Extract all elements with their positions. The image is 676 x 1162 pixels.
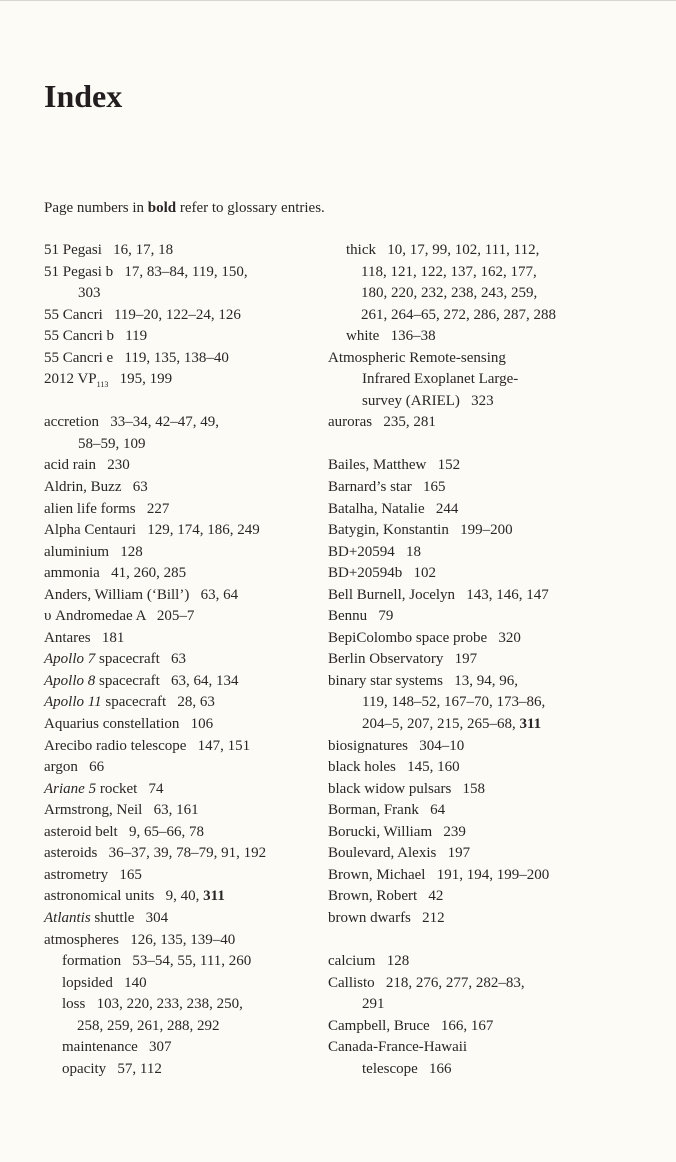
entry-line [44,800,324,822]
entry-line [44,369,324,391]
entry-line [44,455,324,477]
index-entry [44,757,324,779]
intro-text: Page numbers in [44,200,148,216]
index-subentry [44,951,324,973]
entry-line [328,973,628,995]
entry-line [44,585,324,607]
entry-line [328,843,628,865]
entry-text: asteroids 36–37, 39, 78–79, 91, 192 [44,845,267,862]
entry-line [328,305,628,327]
entry-text: alien life forms 227 [44,500,170,517]
entry-text: 51 Pegasi b 17, 83–84, 119, 150, [44,263,248,280]
index-entry [44,822,324,844]
index-entry [328,908,628,930]
entry-text: Aquarius constellation 106 [44,716,214,733]
entry-text: 291 [362,996,385,1013]
entry-line [328,865,628,887]
glossary-page-ref: 311 [519,716,542,733]
index-entry [44,240,324,262]
entry-text: Berlin Observatory 197 [328,651,478,668]
index-entry [44,262,324,305]
index-entry [328,757,628,779]
entry-line [44,736,324,758]
entry-line [44,434,324,456]
entry-line [328,520,628,542]
index-entry [44,455,324,477]
entry-text: 119, 148–52, 167–70, 173–86, [362,694,546,711]
letter-group-gap [328,434,628,456]
index-entry [44,908,324,930]
index-entry [328,779,628,801]
index-subentry [328,240,628,326]
index-column-right [328,240,628,1080]
intro-text: refer to glossary entries. [176,200,325,216]
entry-text: 55 Cancri e 119, 135, 138–40 [44,349,229,366]
entry-line [328,262,628,284]
entry-line [328,1059,628,1081]
entry-line [44,930,324,952]
entry-text: black holes 145, 160 [328,759,460,776]
entry-text: ammonia 41, 260, 285 [44,565,187,582]
entry-text: 55 Cancri b 119 [44,328,148,345]
entry-text: 55 Cancri 119–20, 122–24, 126 [44,306,241,323]
entry-line [44,951,324,973]
entry-line [328,348,628,370]
index-entry [328,628,628,650]
entry-line [328,606,628,628]
entry-line [44,499,324,521]
index-entry [328,1037,628,1080]
entry-line [44,908,324,930]
entry-text: 261, 264–65, 272, 286, 287, 288 [361,306,556,323]
index-entry [44,843,324,865]
entry-line [328,369,628,391]
entry-line [328,714,628,736]
entry-line [328,1037,628,1059]
entry-text: acid rain 230 [44,457,130,474]
entry-line [328,692,628,714]
entry-line [44,542,324,564]
entry-text: BepiColombo space probe 320 [328,629,521,646]
entry-text: 58–59, 109 [78,435,146,452]
entry-line [44,606,324,628]
italic-title: Apollo 8 [44,672,96,689]
subscript: 113 [96,380,109,390]
index-entry [44,305,324,327]
entry-line [44,240,324,262]
index-entry [328,865,628,887]
index-entry [44,692,324,714]
entry-line [328,283,628,305]
entry-text: Batalha, Natalie 244 [328,500,459,517]
entry-text: Brown, Michael 191, 194, 199–200 [328,866,550,883]
index-entry [328,736,628,758]
index-entry [44,369,324,391]
index-entry [44,326,324,348]
entry-text: Brown, Robert 42 [328,888,444,905]
entry-text: biosignatures 304–10 [328,737,465,754]
entry-line [44,994,324,1016]
entry-text: Arecibo radio telescope 147, 151 [44,737,251,754]
entry-text: shuttle 304 [90,909,169,926]
entry-text: asteroid belt 9, 65–66, 78 [44,823,204,840]
index-entry [328,886,628,908]
entry-text: Borucki, William 239 [328,823,466,840]
index-entry [44,477,324,499]
italic-title: Atlantis [44,909,91,926]
index-entry [328,951,628,973]
entry-text: spacecraft 28, 63 [101,694,215,711]
entry-line [328,649,628,671]
entry-text: thick 10, 17, 99, 102, 111, 112, [346,242,540,258]
entry-text: Armstrong, Neil 63, 161 [44,802,199,819]
entry-line [328,736,628,758]
index-subentry [44,994,324,1037]
entry-text: astronomical units 9, 40, [44,888,204,905]
entry-text: telescope 166 [362,1060,452,1077]
index-entry [328,412,628,434]
index-entry [44,520,324,542]
entry-line [328,326,628,348]
entry-line [328,542,628,564]
page-edge [0,0,676,1]
entry-line [328,757,628,779]
index-entry [328,542,628,564]
index-entry [328,563,628,585]
entry-line [328,477,628,499]
entry-text: Bailes, Matthew 152 [328,457,461,474]
index-entry [44,865,324,887]
entry-text: 195, 199 [108,371,173,388]
entry-text: argon 66 [44,759,105,776]
index-entry [328,649,628,671]
page-title: Index [44,78,123,114]
entry-line [328,800,628,822]
entry-text: Batygin, Konstantin 199–200 [328,522,513,539]
entry-line [44,520,324,542]
entry-line [44,326,324,348]
entry-text: brown dwarfs 212 [328,909,445,926]
entry-line [44,1016,324,1038]
entry-line [44,671,324,693]
intro-bold-word: bold [147,200,177,216]
index-entry [328,499,628,521]
entry-text: astrometry 165 [44,866,142,883]
entry-text: 180, 220, 232, 238, 243, 259, [361,285,538,302]
italic-title: Apollo 7 [44,651,96,668]
entry-text: formation 53–54, 55, 111, 260 [62,953,252,970]
entry-text: calcium 128 [328,953,410,970]
index-entry [328,585,628,607]
index-entry [44,585,324,607]
entry-text: 303 [78,285,101,302]
index-entry [44,800,324,822]
italic-title: Apollo 11 [44,694,102,711]
index-entry [44,348,324,370]
entry-line [328,499,628,521]
entry-line [328,391,628,413]
entry-text: spacecraft 63, 64, 134 [95,672,239,689]
index-entry [44,886,324,908]
entry-text: 51 Pegasi 16, 17, 18 [44,242,174,258]
entry-line [44,714,324,736]
index-subentry [44,973,324,995]
entry-line [44,692,324,714]
index-entry [44,542,324,564]
index-subentry [328,326,628,348]
entry-text: BD+20594b 102 [328,565,437,582]
entry-line [328,455,628,477]
entry-text: rocket 74 [96,780,164,797]
entry-line [44,886,324,908]
entry-line [328,240,628,262]
entry-line [44,628,324,650]
entry-text: 258, 259, 261, 288, 292 [77,1017,220,1034]
entry-line [44,283,324,305]
entry-text: binary star systems 13, 94, 96, [328,672,518,689]
index-entry [328,800,628,822]
entry-text: maintenance 307 [62,1039,172,1056]
index-entry [328,1016,628,1038]
index-entry [44,412,324,455]
index-entry [44,930,324,952]
index-entry [328,455,628,477]
italic-title: Ariane 5 [44,780,97,797]
entry-line [44,412,324,434]
index-entry [328,822,628,844]
entry-line [328,563,628,585]
entry-line [44,1059,324,1081]
entry-line [328,779,628,801]
index-entry [328,348,628,413]
entry-text: Campbell, Bruce 166, 167 [328,1017,494,1034]
index-subentry [44,1037,324,1059]
entry-text: Bennu 79 [328,608,394,625]
entry-line [44,1037,324,1059]
entry-text: Canada-France-Hawaii [328,1039,468,1056]
entry-text: Atmospheric Remote-sensing [328,349,506,366]
entry-line [44,843,324,865]
entry-text: survey (ARIEL) 323 [362,392,494,409]
index-entry [44,649,324,671]
index-entry [44,714,324,736]
entry-text: υ Andromedae A 205–7 [44,608,195,625]
entry-line [328,951,628,973]
index-entry [44,671,324,693]
index-entry [328,477,628,499]
entry-text: Barnard’s star 165 [328,479,446,496]
entry-text: auroras 235, 281 [328,414,436,431]
entry-text: black widow pulsars 158 [328,780,486,797]
entry-text: loss 103, 220, 233, 238, 250, [62,996,243,1013]
entry-line [328,671,628,693]
entry-text: atmospheres 126, 135, 139–40 [44,931,236,948]
entry-text: 2012 VP [44,371,97,388]
index-entry [44,736,324,758]
glossary-page-ref: 311 [203,888,225,905]
entry-line [328,908,628,930]
entry-line [44,757,324,779]
index-entry [44,499,324,521]
index-column-left [44,240,324,1080]
index-entry [328,606,628,628]
entry-text: white 136–38 [346,328,436,345]
entry-line [328,412,628,434]
entry-text: Boulevard, Alexis 197 [328,845,471,862]
entry-line [44,865,324,887]
index-entry [328,671,628,736]
entry-text: Bell Burnell, Jocelyn 143, 146, 147 [328,586,549,603]
entry-line [328,822,628,844]
entry-line [44,477,324,499]
entry-line [44,822,324,844]
index-entry [44,563,324,585]
entry-text: aluminium 128 [44,543,143,560]
entry-line [44,262,324,284]
index-entry [44,606,324,628]
entry-text: Antares 181 [44,629,125,646]
entry-text: opacity 57, 112 [62,1060,162,1077]
entry-line [44,649,324,671]
entry-text: Aldrin, Buzz 63 [44,479,148,496]
entry-text: BD+20594 18 [328,543,422,560]
index-entry [328,843,628,865]
index-entry [44,628,324,650]
entry-line [44,305,324,327]
entry-line [44,348,324,370]
index-entry [44,779,324,801]
entry-text: lopsided 140 [62,974,147,991]
entry-text: Anders, William (‘Bill’) 63, 64 [44,586,239,603]
entry-text: accretion 33–34, 42–47, 49, [44,414,219,431]
entry-text: 118, 121, 122, 137, 162, 177, [361,263,537,280]
entry-text: Borman, Frank 64 [328,802,446,819]
entry-text: spacecraft 63 [95,651,187,668]
letter-group-gap [328,930,628,952]
index-entry [328,520,628,542]
entry-line [44,563,324,585]
entry-text: Callisto 218, 276, 277, 282–83, [328,974,525,991]
letter-group-gap [44,391,324,413]
entry-line [328,585,628,607]
entry-text: Infrared Exoplanet Large- [362,371,519,388]
entry-line [44,779,324,801]
entry-line [328,628,628,650]
index-entry [328,973,628,1016]
entry-line [328,886,628,908]
index-subentry [44,1059,324,1081]
entry-text: Alpha Centauri 129, 174, 186, 249 [44,522,260,539]
entry-line [328,994,628,1016]
entry-text: 204–5, 207, 215, 265–68, [362,716,520,733]
index-intro-note [44,198,325,218]
entry-line [328,1016,628,1038]
entry-line [44,973,324,995]
